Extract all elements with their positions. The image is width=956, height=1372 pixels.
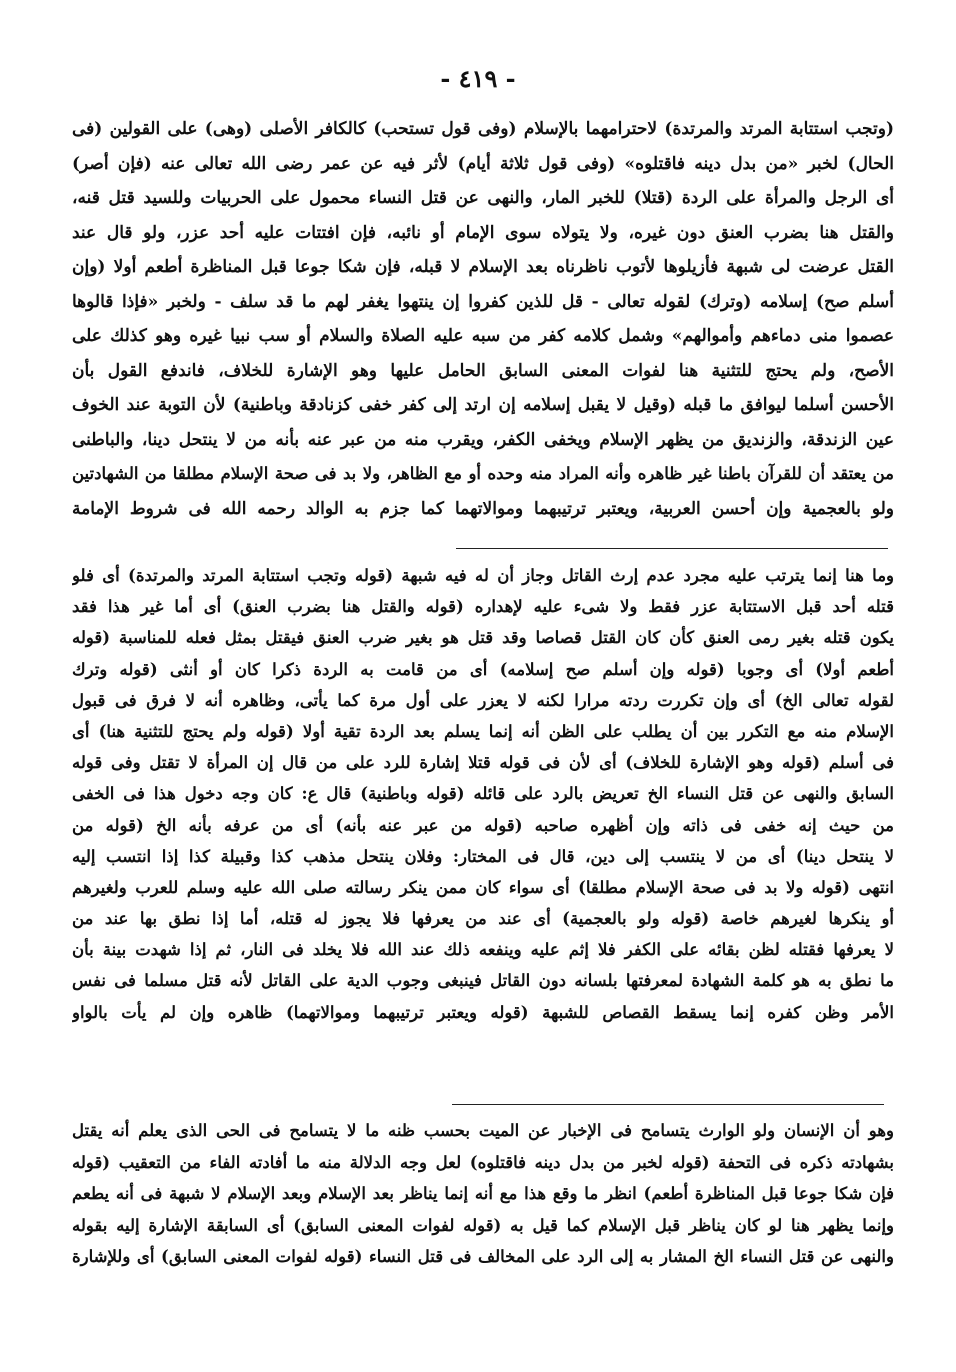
text-line: أى الرجل والمرأة على الردة (قتلا) للخبر المار، والنهى عن قتل النساء محمول على الحربيات وللسيد قتل قنه، bbox=[72, 188, 894, 208]
commentary-line: الإسلام منه مع التكرر بين أن يطلب على الظن أنه إنما يسلم بعد الردة تقية أولا (قوله ولم يحتج للتثنية هنا) أى bbox=[72, 721, 894, 741]
commentary bbox=[72, 560, 894, 1028]
footnote-line: فإن شكا جوعا قبل المناظرة أطعم) انظر ما وقع هذا مع أنه إنما يناظر بعد الإسلام وبعد الإسلام لا شبهة فى أنه يطعم bbox=[72, 1184, 894, 1204]
footnote-line: وإنما يظهر هنا لو كان يناظر قبل الإسلام كما قيل به (قوله لفوات المعنى السابق) أى السابقة الإشارة إليه بقوله bbox=[72, 1215, 894, 1235]
page-number: - ٤١٩ - bbox=[440, 64, 516, 93]
text-line: الحال) لخبر «من بدل دينه فاقتلوه» (وفى قول ثلاثة أيام) لأثر فيه عن عمر رضى الله تعالى عنه (فإن أصر) bbox=[72, 153, 894, 174]
text-line: أسلم صح) إسلامه (وترك) لقوله تعالى - قل للذين كفروا إن ينتهوا يغفر لهم ما قد سلف - ولخبر «فإذا قالوها bbox=[72, 291, 894, 312]
footnote-line: وهو أن الإنسان ولو الوارث يتسامح فى الإخبار عن الميت بحسب ظنه ما لا يتسامح فى الحى الذى يعلم أنه يقتل bbox=[72, 1121, 894, 1140]
text-line: الأحسن أسلما ليوافق ما قبله (وقيل لا يقبل إسلامه إن ارتد إلى كفر خفى كزنادقة وباطنية) لأن التوبة عند الخوف bbox=[72, 395, 894, 415]
text-line: الأصح، ولم يحتج للتثنية هنا لفوات المعنى السابق الحامل عليها وهو الإشارة للخلاف، فاندفع القول بأن bbox=[72, 360, 894, 381]
commentary-line: أطعم أولا) أى وجوبا (قوله وإن أسلم صح إسلامه) أى من قامت به الردة ذكرا كان أو أنثى (قوله وترك bbox=[72, 659, 894, 679]
text-line: عصموا منى دماءهم وأموالهم» وشمل كلامه كفر من سبه عليه الصلاة والسلام أو سب نبيا غيره وهو كذلك على bbox=[72, 326, 894, 346]
main-text bbox=[72, 112, 894, 526]
footnote-line: بشهادته ذكره فى التحفة (قوله لخبر من بدل دينه فاقتلوه) لعل وجه الدلالة منه ما أفادته الفاء من التعقيب (قوله bbox=[72, 1152, 894, 1172]
text-line: القتل عرضت لى شبهة فأزيلوها لأتوب ناظرناه بعد الإسلام لا قبله، فإن شكا جوعا قبل المناظرة أطعم أولا (وإن bbox=[72, 257, 894, 277]
commentary-line: من حيث إنه خفى فى ذاته وإن أظهره صاحبه (قوله من عبر عنه بأنه) أى من عرفه بأنه الخ (قوله من bbox=[72, 815, 894, 835]
footnote bbox=[72, 1115, 894, 1273]
commentary-line: لا يعرفها فقتله لظن بقائه على الكفر فلا إثم عليه وينفعه ذلك عند الله فلا يخلد فى النار، ثم إذا شهدت بينة بأن bbox=[72, 940, 894, 960]
commentary-line: لا ينتحل دينا) أى من لا ينتسب إلى دين، قال فى المختار: وفلان ينتحل مذهب كذا وقبيلة كذا إذا انتسب إليه bbox=[72, 846, 894, 866]
text-line: من يعتقد أن للقرآن باطنا غير ظاهره وأنه المراد منه وحده أو مع الظاهر، ولا بد فى صحة الإسلام مطلقا من الشهادتين bbox=[72, 464, 894, 483]
section-divider bbox=[452, 1104, 884, 1105]
footnote-line: والنهى عن قتل النساء الخ المشار به إلى الرد على المخالف فى قتل النساء (قوله لفوات المعنى السابق) أى وللإشارة bbox=[72, 1247, 894, 1267]
commentary-line: الأمر وظن كفره إنما يسقط القصاص للشبهة (قوله ويعتبر ترتيبهما وموالاتهما) ظاهره وإن لم يأت بالواو bbox=[72, 1002, 894, 1022]
commentary-line: أو ينكرها لغيرهم خاصة (قوله ولو بالعجمية) أى عند من يعرفها فلا يجوز له قتله، أما إذا نطق بها عند من bbox=[72, 909, 894, 929]
commentary-line: يكون قتله بغير رمى العنق كأن كان القتل قصاصا وقد قتل هو بغير ضرب العنق فيقتل بمثل فعله للمناسبة (قوله bbox=[72, 628, 894, 648]
commentary-line: وما هنا إنما يترتب عليه مجرد عدم إرث القاتل وجاز أن له فيه شبهة (قوله وتجب استتابة المرتد والمرتدة) أى فلو bbox=[72, 566, 894, 585]
text-line: (وتجب استتابة المرتد والمرتدة) لاحترامهما بالإسلام (وفى قول تستحب) كالكافر الأصلى (وهى) على القولين (فى bbox=[72, 119, 894, 139]
text-line: عين الزندقة، والزنديق من يظهر الإسلام ويخفى الكفر، ويقرب منه من عبر عنه بأنه من لا ينتحل دينا، والباطنى bbox=[72, 429, 894, 450]
commentary-line: السابق والنهى عن قتل النساء الخ تعريض بالرد على قائله (قوله وباطنية) قال ع: كان وجه دخول هذا فى الخفى bbox=[72, 784, 894, 804]
text-line: ولو بالعجمية وإن أحسن العربية، ويعتبر ترتيبهما وموالاتهما كما جزم به الوالد رحمه الله فى شروط الإمامة bbox=[72, 498, 894, 519]
commentary-line: قتله أحد قبل الاستتابة عزر فقط ولا شىء عليه لإهداره (قوله والقتل هنا بضرب العنق) أى أما غير هذا فقد bbox=[72, 597, 894, 617]
commentary-line: لقوله تعالى الخ) أى وإن تكررت ردته مرارا لكنه لا يعزر على أول مرة كما يأتى، وظاهره أنه لا فرق فى قبول bbox=[72, 690, 894, 710]
section-divider bbox=[456, 548, 888, 549]
text-line: والقتل هنا بضرب العنق دون غيره، ولا يتولاه سوى الإمام أو نائبه، فإن افتتات عليه أحد عزر، ولو قال عند bbox=[72, 222, 894, 243]
commentary-line: انتهى (قوله ولا بد فى صحة الإسلام مطلقا) أى سواء كان ممن ينكر رسالته صلى الله عليه وسلم للعرب ولغيرهم bbox=[72, 877, 894, 897]
commentary-line: فى أسلم (قوله وهو الإشارة للخلاف) أى لأن فى قوله قتلا إشارة للرد على من قال إن المرأة لا تقتل وفى قوله bbox=[72, 753, 894, 773]
commentary-line: ما نطق به هو كلمة الشهادة لمعرفتها بلسانه دون القاتل فينبغى وجوب الدية على القاتل لأنه قتل مسلما فى نفس bbox=[72, 971, 894, 991]
